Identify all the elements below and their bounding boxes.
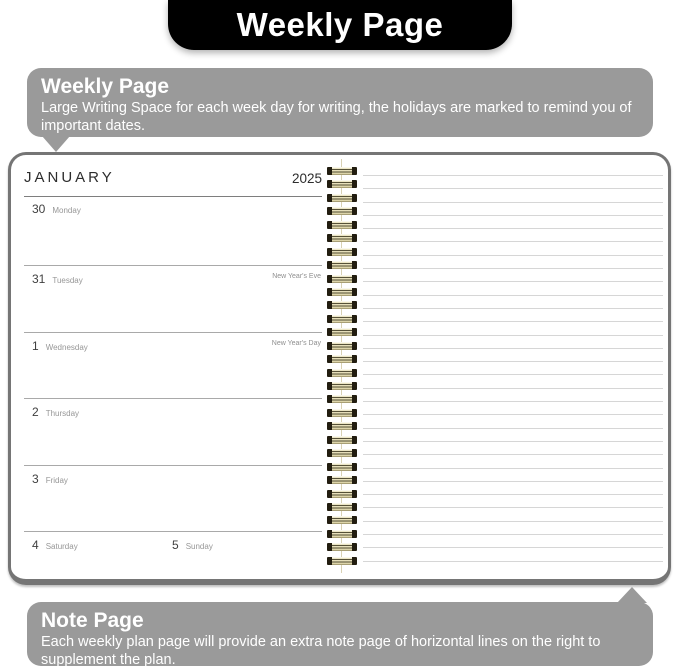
day-number: 5 [172, 538, 179, 552]
day-name: Saturday [45, 542, 78, 551]
spiral-coil-icon [327, 221, 357, 229]
spiral-coil-icon [327, 422, 357, 430]
note-page [363, 175, 663, 574]
note-ruled-line [363, 547, 663, 560]
note-ruled-line [363, 281, 663, 294]
spiral-coil-icon [327, 436, 357, 444]
spiral-coil-icon [327, 476, 357, 484]
day-row-friday [24, 465, 322, 532]
day-row-thursday [24, 398, 322, 466]
day-number: 1 [32, 339, 39, 353]
spiral-coil-icon [327, 194, 357, 202]
note-ruled-line [363, 361, 663, 374]
spiral-coil-icon [327, 342, 357, 350]
spiral-coil-icon [327, 261, 357, 269]
note-ruled-line [363, 414, 663, 427]
day-number: 3 [32, 472, 39, 486]
spiral-coil-icon [327, 409, 357, 417]
note-ruled-line [363, 175, 663, 188]
note-ruled-line [363, 202, 663, 215]
note-ruled-line [363, 561, 663, 574]
note-ruled-line [363, 268, 663, 281]
note-ruled-line [363, 468, 663, 481]
note-ruled-line [363, 308, 663, 321]
spiral-coil-icon [327, 516, 357, 524]
weekly-callout [27, 68, 653, 137]
spiral-coil-icon [327, 275, 357, 283]
day-cell-saturday [32, 536, 78, 554]
day-cell-sunday [172, 536, 213, 554]
spiral-coil-icon [327, 328, 357, 336]
spiral-coil-icon [327, 288, 357, 296]
spiral-binding [327, 167, 357, 570]
top-banner-title: Weekly Page [236, 6, 444, 43]
note-ruled-line [363, 215, 663, 228]
day-name: Thursday [45, 409, 80, 418]
day-number: 31 [32, 272, 46, 286]
note-ruled-line [363, 454, 663, 467]
day-name: Tuesday [52, 276, 83, 285]
note-ruled-line [363, 481, 663, 494]
day-number: 2 [32, 405, 39, 419]
weekly-callout-title: Weekly Page [41, 75, 170, 98]
note-callout-description: Each weekly plan page will provide an extra note page of horizontal lines on the right to supplement the plan. [41, 634, 601, 668]
day-row-monday [24, 196, 322, 265]
holiday-label: New Year's Day [271, 340, 321, 347]
note-ruled-line [363, 401, 663, 414]
planner-spread [8, 152, 671, 585]
day-row-weekend [24, 531, 322, 576]
day-cell [32, 403, 79, 421]
holiday-label: New Year's Eve [272, 273, 321, 280]
day-cell [32, 470, 68, 488]
day-name: Wednesday [45, 343, 88, 352]
spiral-coil-icon [327, 355, 357, 363]
spiral-coil-icon [327, 382, 357, 390]
note-ruled-line [363, 348, 663, 361]
day-row-wednesday [24, 332, 322, 399]
spiral-coil-icon [327, 503, 357, 511]
spiral-coil-icon [327, 301, 357, 309]
note-ruled-line [363, 321, 663, 334]
spiral-coil-icon [327, 395, 357, 403]
day-number: 4 [32, 538, 39, 552]
note-ruled-line [363, 241, 663, 254]
top-banner [168, 0, 512, 50]
note-ruled-line [363, 494, 663, 507]
callout-pointer-up-icon [617, 587, 647, 603]
day-name: Sunday [185, 542, 213, 551]
note-ruled-line [363, 188, 663, 201]
day-cell [32, 337, 88, 355]
weekly-callout-description: Large Writing Space for each week day for writing, the holidays are marked to remind you of important dates. [41, 100, 632, 134]
note-ruled-line [363, 441, 663, 454]
note-ruled-line [363, 388, 663, 401]
spiral-coil-icon [327, 557, 357, 565]
day-cell [32, 270, 83, 288]
note-callout [27, 602, 653, 666]
note-ruled-line [363, 374, 663, 387]
spiral-coil-icon [327, 449, 357, 457]
day-number: 30 [32, 202, 46, 216]
month-label: JANUARY [24, 169, 115, 186]
note-ruled-line [363, 521, 663, 534]
note-ruled-line [363, 228, 663, 241]
callout-pointer-down-icon [42, 136, 70, 152]
day-name: Friday [45, 476, 68, 485]
note-ruled-line [363, 534, 663, 547]
note-ruled-line [363, 255, 663, 268]
note-ruled-line [363, 507, 663, 520]
spiral-coil-icon [327, 543, 357, 551]
year-label: 2025 [291, 171, 322, 186]
spiral-coil-icon [327, 463, 357, 471]
spiral-coil-icon [327, 490, 357, 498]
day-name: Monday [52, 206, 81, 215]
spiral-coil-icon [327, 530, 357, 538]
note-ruled-line [363, 295, 663, 308]
spiral-coil-icon [327, 369, 357, 377]
spiral-coil-icon [327, 207, 357, 215]
spiral-coil-icon [327, 248, 357, 256]
note-ruled-line [363, 335, 663, 348]
day-cell [32, 200, 81, 218]
spiral-coil-icon [327, 315, 357, 323]
spiral-coil-icon [327, 167, 357, 175]
note-ruled-line [363, 428, 663, 441]
spiral-coil-icon [327, 234, 357, 242]
spiral-coil-icon [327, 180, 357, 188]
day-row-tuesday [24, 265, 322, 333]
note-callout-title: Note Page [41, 609, 144, 632]
